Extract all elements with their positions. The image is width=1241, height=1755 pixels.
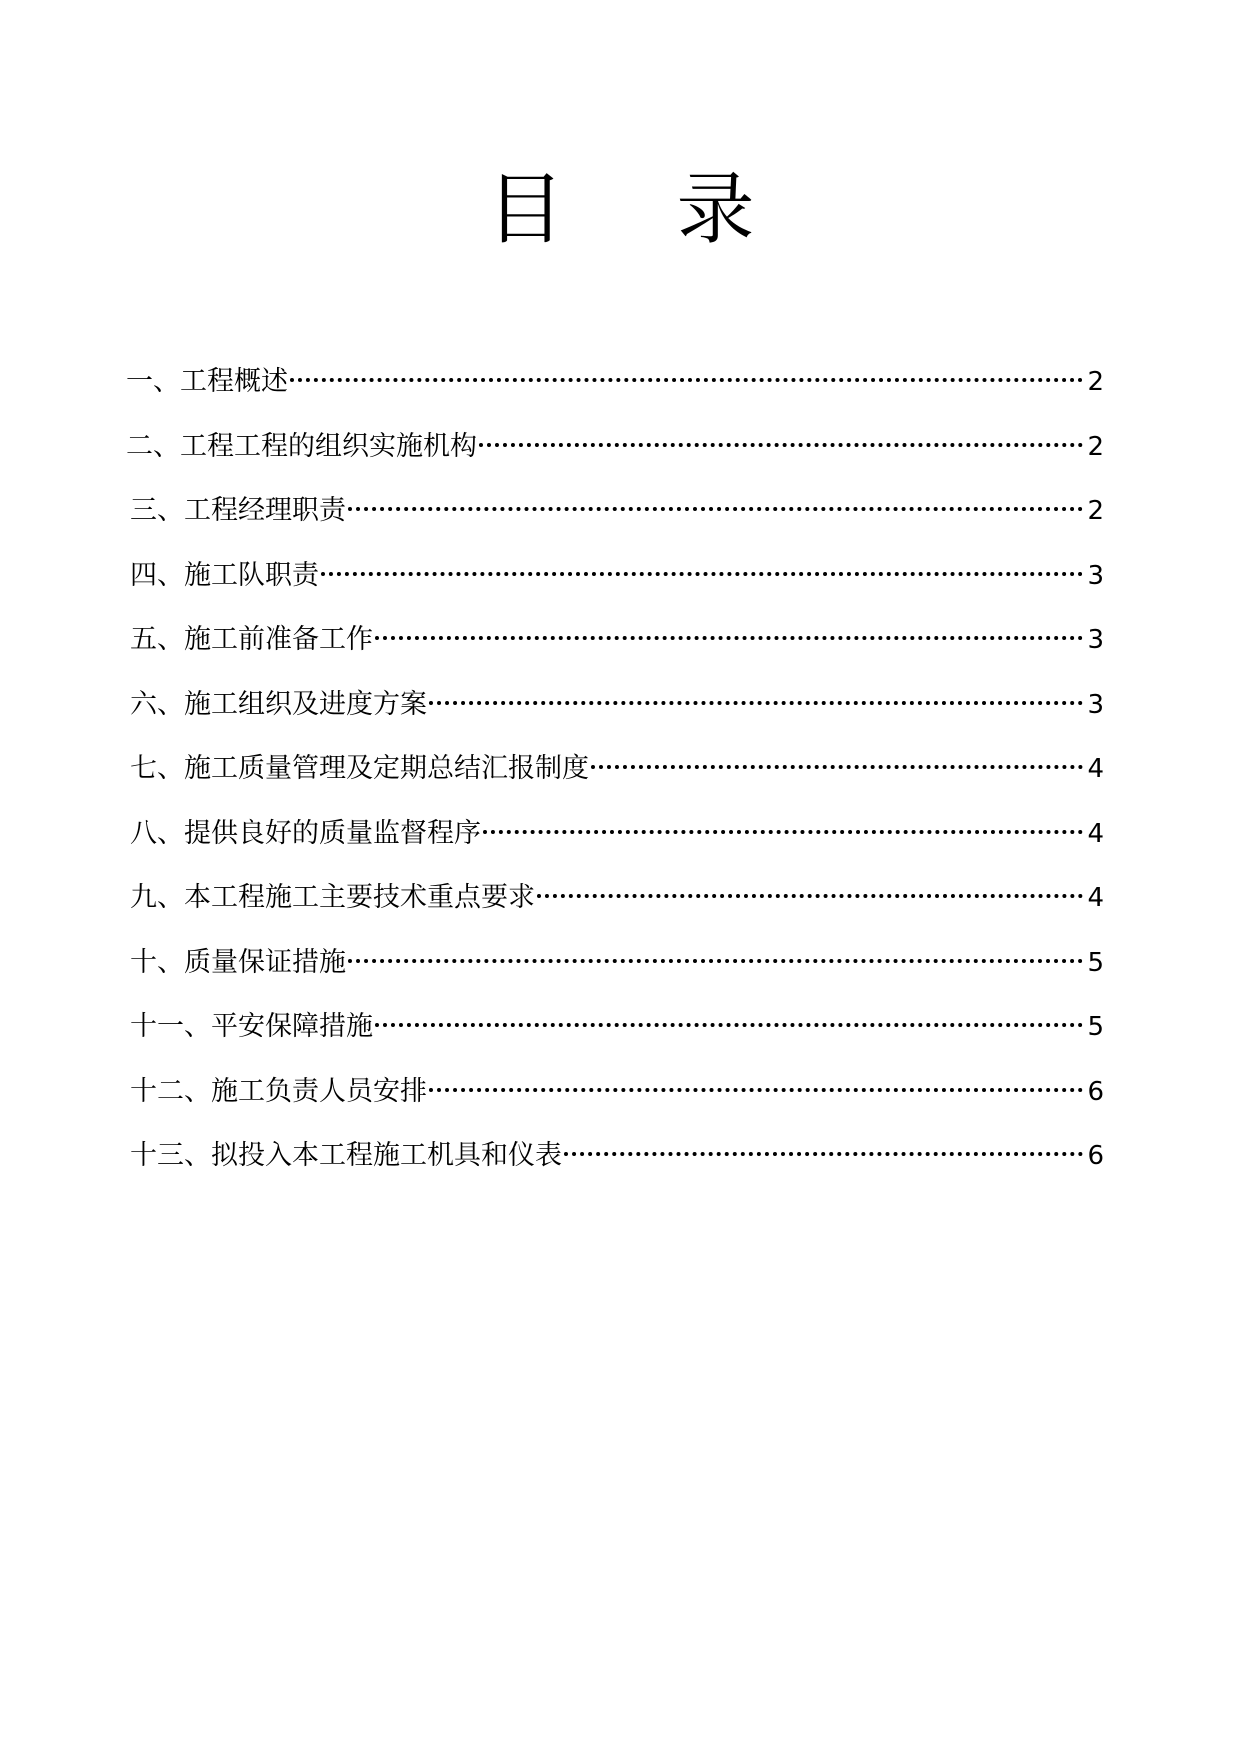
toc-dot-leader (591, 743, 1083, 777)
toc-dot-leader (564, 1130, 1083, 1164)
toc-entry[interactable] (126, 421, 1104, 486)
toc-dot-leader (348, 937, 1083, 971)
toc-entry[interactable] (130, 872, 1104, 937)
toc-entry-label: 二、工程工程的组织实施机构 (126, 430, 477, 462)
toc-dot-leader (479, 421, 1083, 455)
toc-entry[interactable] (130, 614, 1104, 679)
toc-entry-label: 八、提供良好的质量监督程序 (130, 817, 481, 849)
toc-entry-page: 4 (1087, 818, 1104, 849)
toc-entry[interactable] (130, 679, 1104, 744)
toc-entry-page: 3 (1087, 689, 1104, 720)
toc-entry-page: 2 (1087, 367, 1104, 397)
toc-entry-label: 四、施工队职责 (130, 559, 319, 591)
toc-entry[interactable] (130, 1130, 1104, 1195)
toc-entry-page: 4 (1087, 754, 1104, 784)
toc-entry-page: 2 (1087, 496, 1104, 526)
toc-entry[interactable] (130, 808, 1104, 873)
toc-entry-page: 4 (1087, 883, 1104, 913)
toc-entry-page: 5 (1087, 947, 1104, 978)
toc-entry-label: 十、质量保证措施 (130, 946, 346, 978)
toc-dot-leader (290, 356, 1083, 390)
toc-dot-leader (375, 614, 1083, 648)
toc-entry-label: 一、工程概述 (126, 366, 288, 397)
toc-entry-page: 5 (1087, 1012, 1104, 1042)
toc-entry-page: 6 (1087, 1141, 1104, 1171)
toc-entry[interactable] (130, 1001, 1104, 1066)
toc-entry-page: 3 (1087, 625, 1104, 655)
toc-dot-leader (375, 1001, 1083, 1035)
toc-entry-label: 五、施工前准备工作 (130, 624, 373, 655)
toc-entry[interactable] (130, 485, 1104, 550)
page-title-char-2: 录 (676, 165, 755, 255)
toc-dot-leader (348, 485, 1083, 519)
toc-entry-label: 十一、平安保障措施 (130, 1011, 373, 1042)
toc-entry[interactable] (130, 743, 1104, 808)
page-title (0, 160, 1241, 260)
toc-entry-label: 九、本工程施工主要技术重点要求 (130, 882, 535, 913)
toc-entry-label: 七、施工质量管理及定期总结汇报制度 (130, 753, 589, 784)
toc-dot-leader (429, 679, 1083, 713)
toc-dot-leader (321, 550, 1083, 584)
toc-entry-page: 2 (1087, 431, 1104, 462)
toc-entry[interactable] (130, 550, 1104, 615)
toc-entry-label: 三、工程经理职责 (130, 495, 346, 526)
toc-dot-leader (483, 808, 1083, 842)
toc-dot-leader (429, 1066, 1083, 1100)
toc-entry-label: 六、施工组织及进度方案 (130, 688, 427, 720)
toc-dot-leader (537, 872, 1083, 906)
toc-entry-page: 6 (1087, 1076, 1104, 1107)
toc-entry[interactable] (130, 1066, 1104, 1131)
toc-entry[interactable] (130, 937, 1104, 1002)
toc-entry-label: 十三、拟投入本工程施工机具和仪表 (130, 1140, 562, 1171)
page-title-char-1: 目 (486, 165, 565, 255)
table-of-contents (126, 356, 1104, 1195)
toc-entry-label: 十二、施工负责人员安排 (130, 1075, 427, 1107)
toc-entry-page: 3 (1087, 560, 1104, 591)
toc-entry[interactable] (126, 356, 1104, 421)
